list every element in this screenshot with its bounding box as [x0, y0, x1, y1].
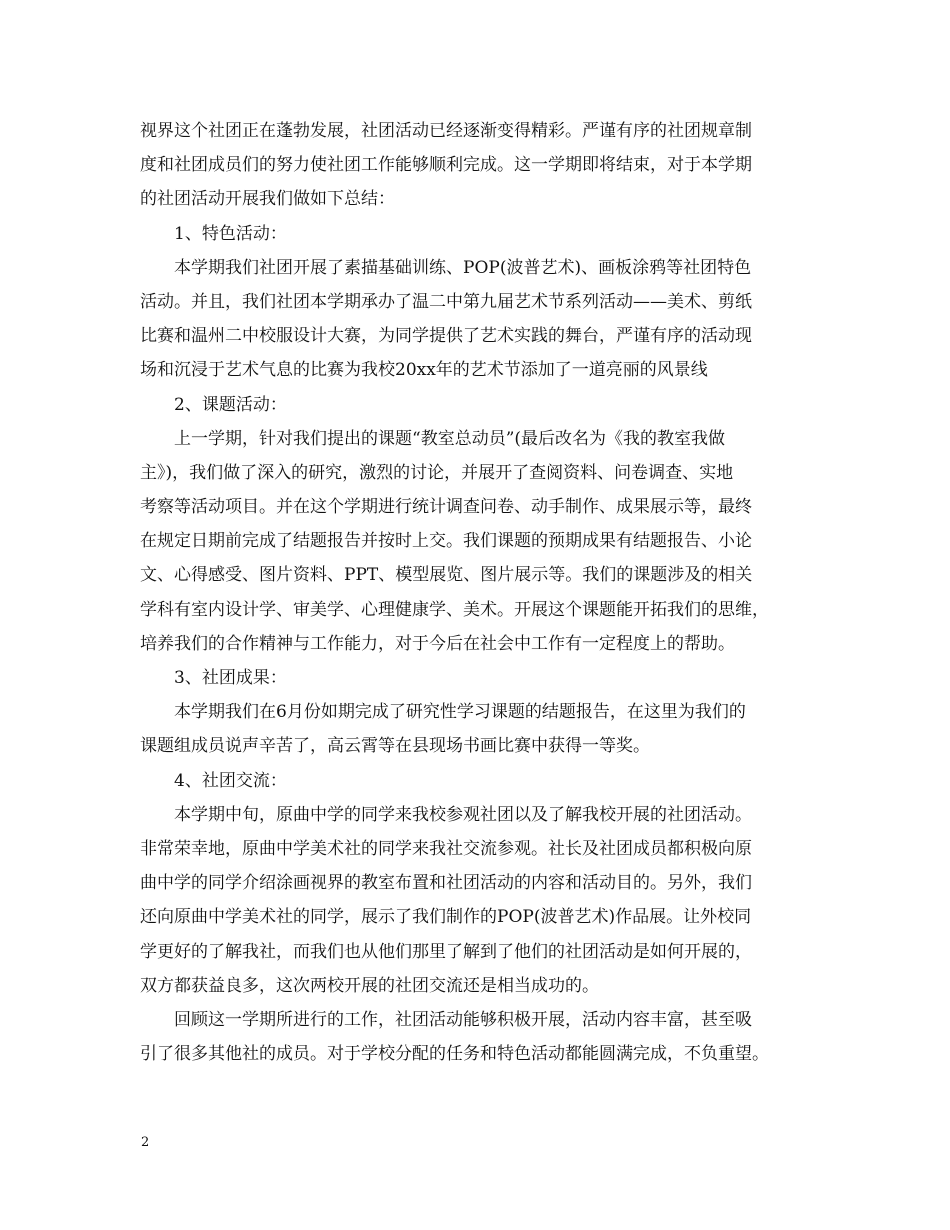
text-line: 度和社团成员们的努力使社团工作能够顺利完成。这一学期即将结束，对于本学期: [140, 155, 752, 176]
document-body: [140, 114, 840, 1071]
text-line: 场和沉浸于艺术气息的比赛为我校20xx年的艺术节添加了一道亮丽的风景线: [140, 360, 708, 381]
paragraph: [140, 114, 840, 217]
heading-line: 3、社团成果：: [174, 668, 287, 688]
page-number: 2: [141, 1135, 150, 1150]
paragraph: [140, 422, 840, 661]
text-line: 引了很多其他社的成员。对于学校分配的任务和特色活动都能圆满完成，不负重望。: [140, 1044, 769, 1065]
section-heading: [140, 661, 840, 695]
text-line: 上一学期，针对我们提出的课题“教室总动员”(最后改名为《我的教室我做: [174, 428, 726, 449]
text-line: 曲中学的同学介绍涂画视界的教室布置和社团活动的内容和活动目的。另外，我们: [140, 873, 752, 894]
section-heading: [140, 217, 840, 251]
text-line: 本学期中旬，原曲中学的同学来我校参观社团以及了解我校开展的社团活动。: [174, 804, 752, 825]
paragraph: [140, 1003, 840, 1071]
text-line: 还向原曲中学美术社的同学，展示了我们制作的POP(波普艺术)作品展。让外校同: [140, 907, 752, 928]
paragraph: [140, 798, 840, 1003]
text-line: 本学期我们社团开展了素描基础训练、POP(波普艺术)、画板涂鸦等社团特色: [174, 257, 752, 278]
text-line: 学科有室内设计学、审美学、心理健康学、美术。开展这个课题能开拓我们的思维，: [140, 599, 769, 620]
text-line: 比赛和温州二中校服设计大赛，为同学提供了艺术实践的舞台，严谨有序的活动现: [140, 326, 752, 347]
section-heading: [140, 388, 840, 422]
text-line: 培养我们的合作精神与工作能力，对于今后在社会中工作有一定程度上的帮助。: [140, 633, 735, 654]
text-line: 活动。并且，我们社团本学期承办了温二中第九届艺术节系列活动——美术、剪纸: [140, 291, 752, 312]
text-line: 本学期我们在6月份如期完成了研究性学习课题的结题报告，在这里为我们的: [174, 702, 746, 723]
section-heading: [140, 764, 840, 798]
text-line: 文、心得感受、图片资料、PPT、模型展览、图片展示等。我们的课题涉及的相关: [140, 565, 753, 586]
text-line: 的社团活动开展我们做如下总结：: [140, 189, 395, 210]
text-line: 在规定日期前完成了结题报告并按时上交。我们课题的预期成果有结题报告、小论: [140, 531, 752, 552]
paragraph: [140, 251, 840, 388]
text-line: 主》)，我们做了深入的研究，激烈的讨论，并展开了查阅资料、问卷调查、实地: [140, 462, 734, 483]
heading-line: 4、社团交流：: [174, 770, 287, 791]
heading-line: 2、课题活动：: [174, 394, 287, 415]
text-line: 非常荣幸地，原曲中学美术社的同学来我社交流参观。社长及社团成员都积极向原: [140, 838, 752, 859]
text-line: 考察等活动项目。并在这个学期进行统计调查问卷、动手制作、成果展示等，最终: [140, 497, 752, 518]
text-line: 课题组成员说声辛苦了，高云霄等在县现场书画比赛中获得一等奖。: [140, 736, 650, 757]
paragraph: [140, 695, 840, 763]
text-line: 回顾这一学期所进行的工作，社团活动能够积极开展，活动内容丰富，甚至吸: [174, 1009, 752, 1030]
text-line: 学更好的了解我社，而我们也从他们那里了解到了他们的社团活动是如何开展的，: [140, 941, 752, 962]
heading-line: 1、特色活动：: [174, 223, 287, 244]
text-line: 视界这个社团正在蓬勃发展，社团活动已经逐渐变得精彩。严谨有序的社团规章制: [140, 121, 752, 141]
text-line: 双方都获益良多，这次两校开展的社团交流还是相当成功的。: [140, 975, 599, 996]
